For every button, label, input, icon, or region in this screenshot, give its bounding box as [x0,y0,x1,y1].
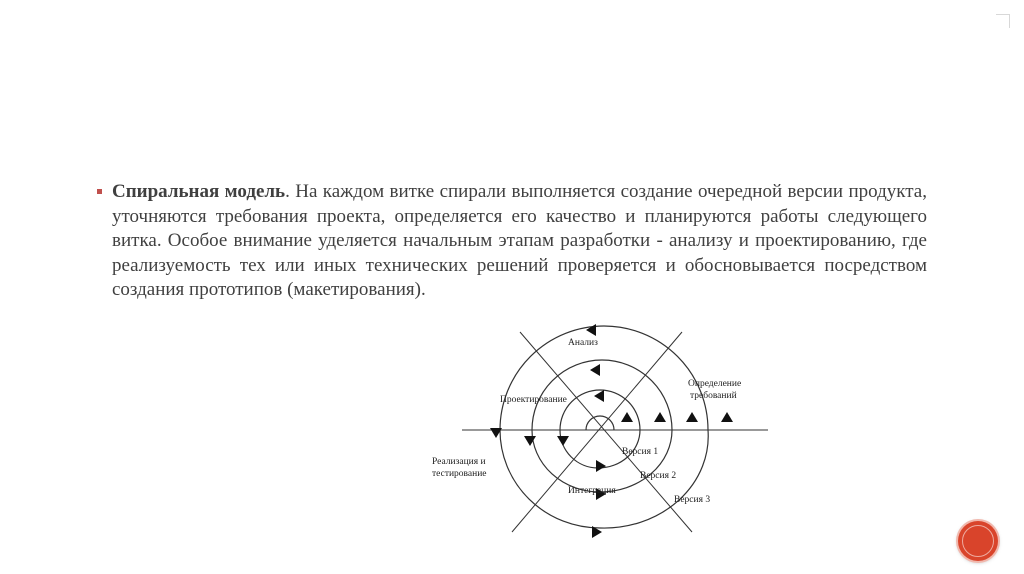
arrow-left-3 [594,390,604,402]
frame-corner-vertical [1009,14,1010,28]
label-version-1: Версия 1 [622,447,659,457]
label-analysis: Анализ [568,338,598,348]
label-version-3: Версия 3 [674,495,711,505]
arrow-down-3 [557,436,569,446]
term-spiral-model: Спиральная модель [112,181,286,202]
next-slide-button[interactable] [958,521,998,561]
label-implementation-2: тестирование [432,469,487,479]
arrow-up-2 [654,412,666,422]
label-integration: Интеграция [568,486,616,496]
label-requirements-1: Определение [688,379,742,389]
arrow-left-1 [586,324,596,336]
diagonal-line-b [512,332,682,532]
diagonal-line-a [520,332,692,532]
label-version-2: Версия 2 [640,471,677,481]
arrow-up-4 [721,412,733,422]
next-slide-button-ring [962,525,994,557]
spiral-model-diagram [420,320,780,550]
arrow-left-2 [590,364,600,376]
bullet-paragraph [97,180,927,303]
arrow-up-3 [686,412,698,422]
text-block [97,180,927,303]
label-implementation-1: Реализация и [432,457,486,467]
frame-corner-horizontal [996,14,1010,15]
bullet-icon [97,189,102,194]
arrow-right-1 [596,460,606,472]
label-design: Проектирование [500,395,567,405]
paragraph-body: . На каждом витке спирали выполняется создание очередной версии продукта, уточняются требования проекта, определяется его качество и планируются работы следующего витка. Особое внимание уделяется начальным этапам разработки - анализу и проектированию, где реализуемость тех или иных технических решений проверяется и обосновывается посредством создания прототипов (макетирования). [112,181,927,300]
label-requirements-2: требований [690,391,737,401]
arrow-up-1 [621,412,633,422]
